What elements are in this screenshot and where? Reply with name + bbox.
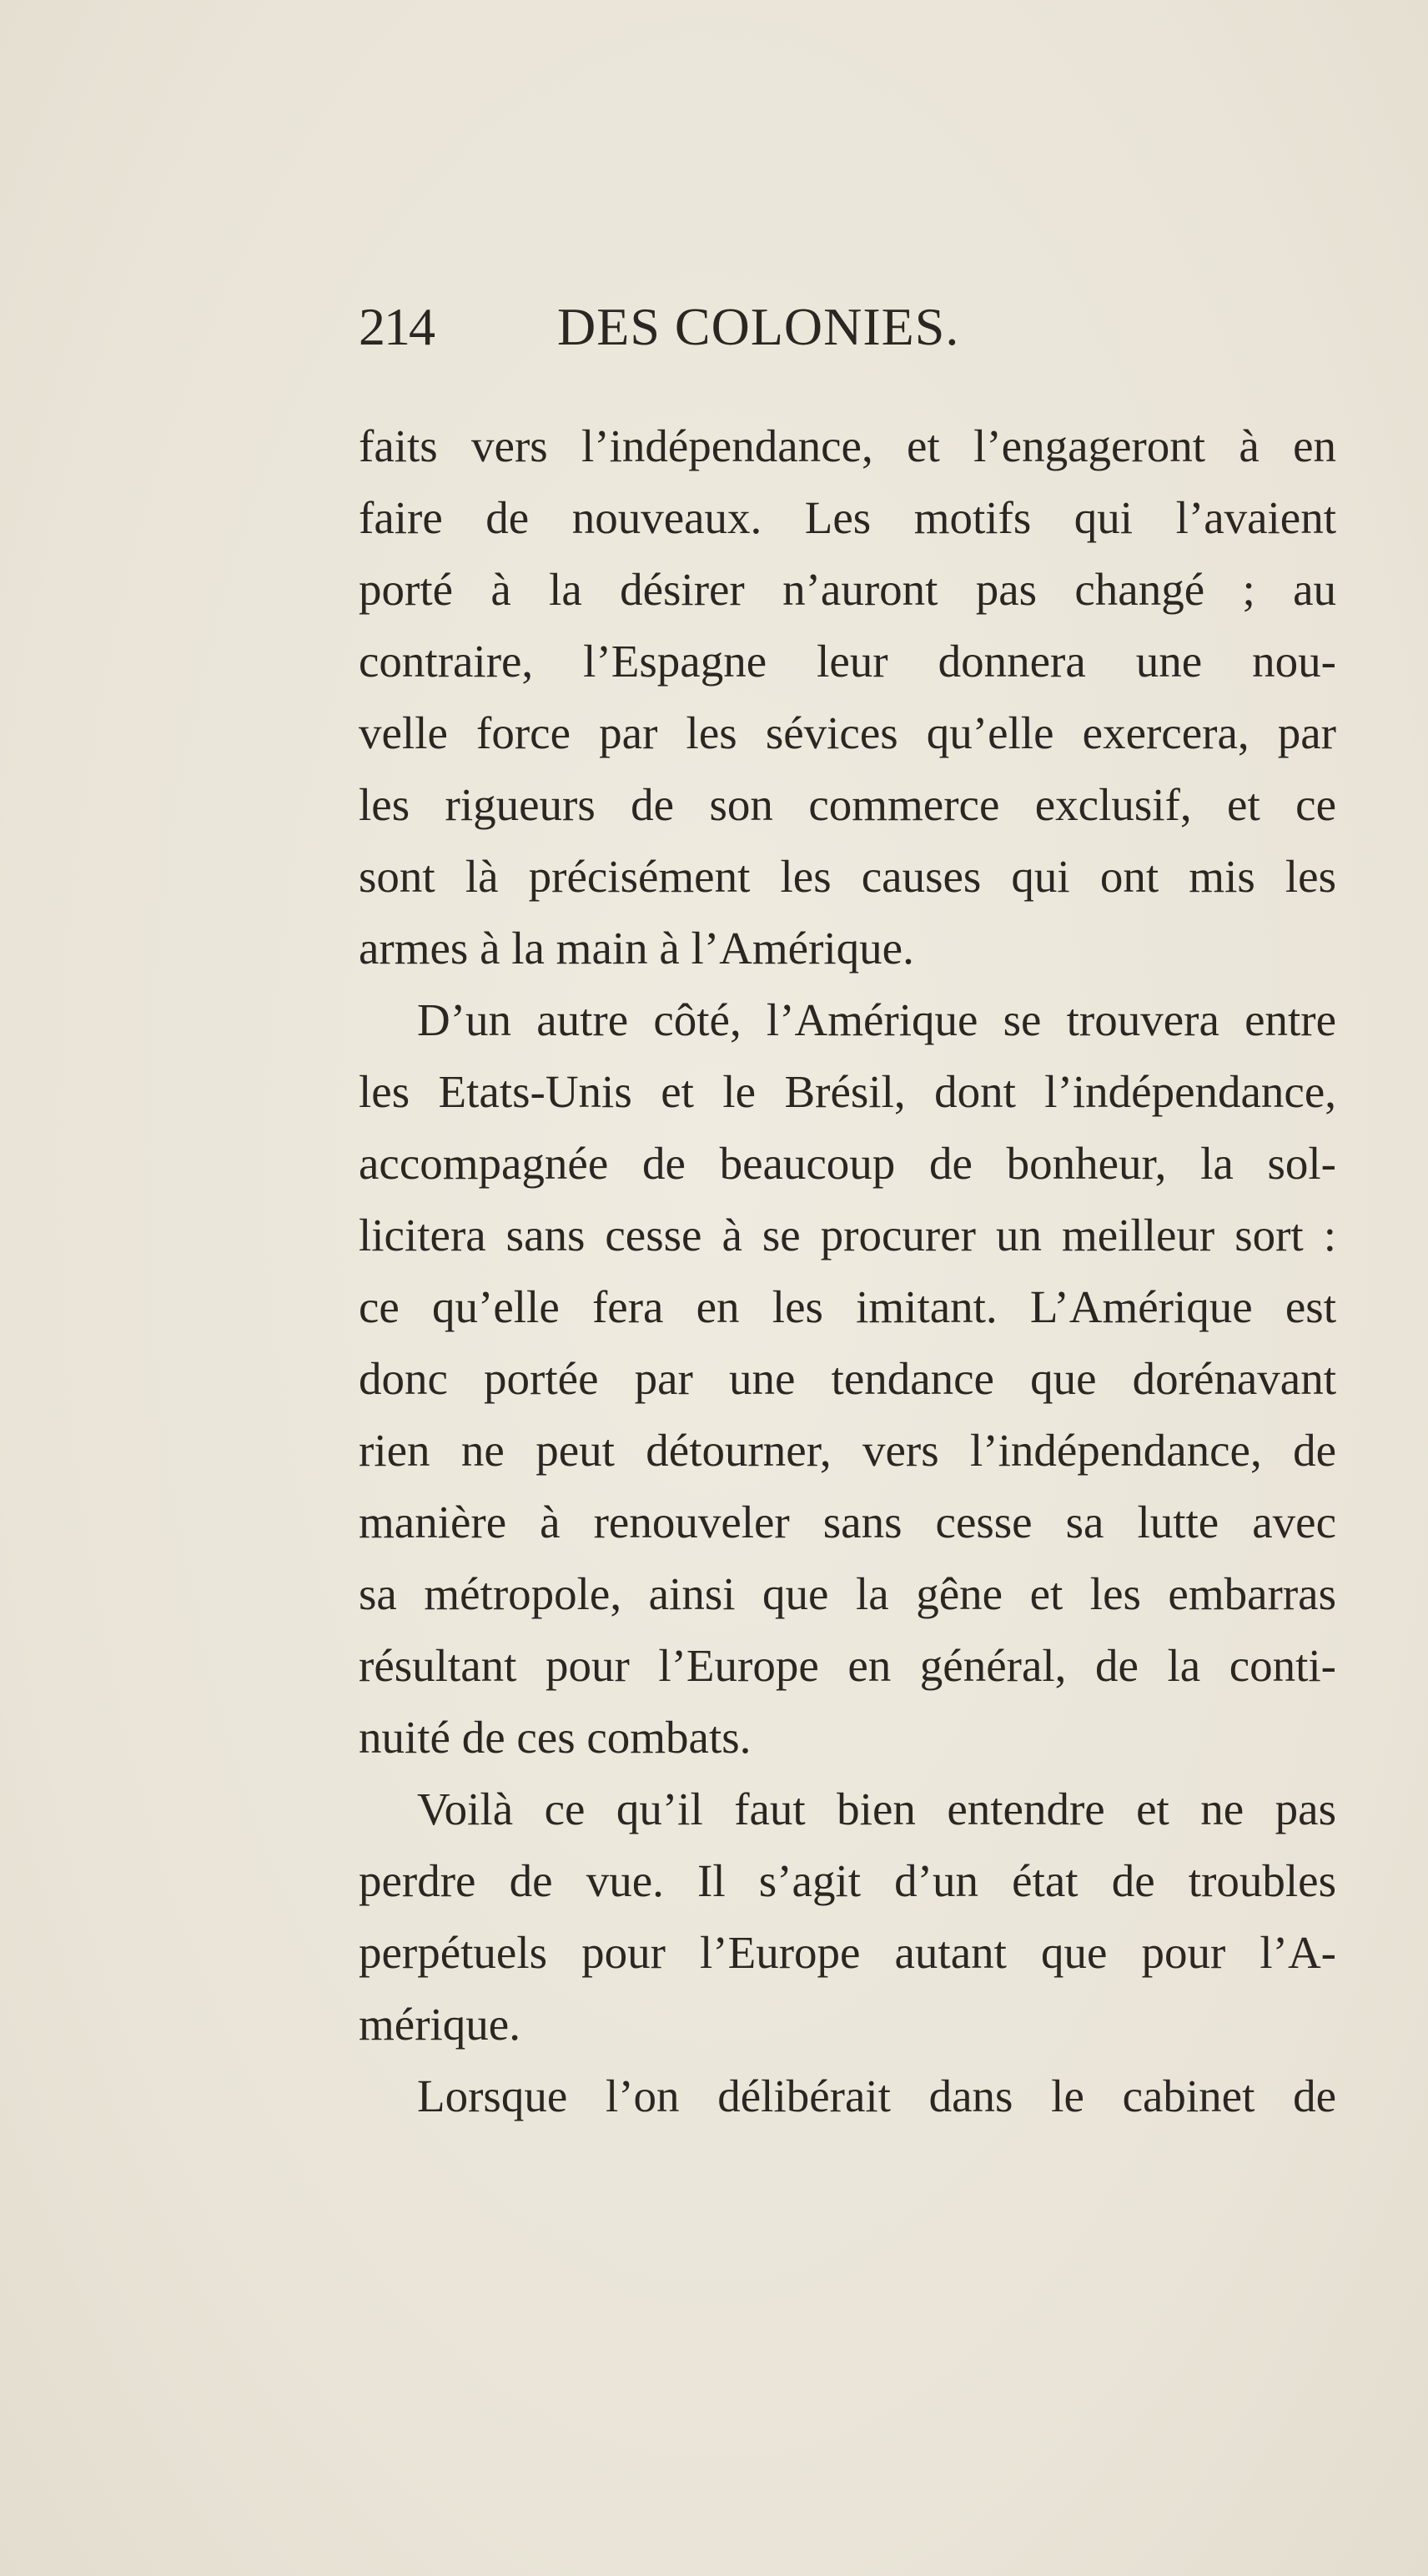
paragraph-start-line: Voilà ce qu’il faut bien entendre et ne pas — [417, 1784, 1336, 1834]
text-line: sa métropole, ainsi que la gêne et les embarras — [359, 1568, 1336, 1619]
text-line: porté à la désirer n’auront pas changé ; au — [359, 564, 1336, 615]
text-line: résultant pour l’Europe en général, de la conti- — [359, 1640, 1336, 1691]
text-line: armes à la main à l’Amérique. — [359, 923, 914, 974]
text-line: licitera sans cesse à se procurer un meilleur sort : — [359, 1210, 1336, 1260]
paragraph-start-line: D’un autre côté, l’Amérique se trouvera entre — [417, 994, 1336, 1045]
text-line: accompagnée de beaucoup de bonheur, la sol- — [359, 1138, 1336, 1189]
text-line: donc portée par une tendance que dorénavant — [359, 1353, 1336, 1404]
text-line: ce qu’elle fera en les imitant. L’Amérique est — [359, 1281, 1336, 1332]
text-line: mérique. — [359, 1999, 520, 2050]
text-line: faire de nouveaux. Les motifs qui l’avaient — [359, 492, 1336, 543]
text-line: velle force par les sévices qu’elle exercera, par — [359, 707, 1336, 758]
running-title: DES COLONIES. — [557, 297, 960, 356]
paragraph-start-line: Lorsque l’on délibérait dans le cabinet de — [417, 2070, 1336, 2121]
text-line: les Etats-Unis et le Brésil, dont l’indépendance, — [359, 1066, 1336, 1117]
text-line: perpétuels pour l’Europe autant que pour l’A- — [359, 1927, 1336, 1978]
text-line: manière à renouveler sans cesse sa lutte avec — [359, 1497, 1336, 1547]
text-line: faits vers l’indépendance, et l’engageront à en — [359, 420, 1336, 471]
text-line: nuité de ces combats. — [359, 1712, 752, 1763]
body-text — [359, 410, 1336, 2132]
text-line: les rigueurs de son commerce exclusif, et ce — [359, 779, 1336, 830]
page-header — [359, 296, 1335, 371]
text-line: perdre de vue. Il s’agit d’un état de troubles — [359, 1855, 1336, 1906]
text-line: sont là précisément les causes qui ont mis les — [359, 851, 1336, 902]
text-line: rien ne peut détourner, vers l’indépendance, de — [359, 1425, 1336, 1476]
page-number: 214 — [359, 297, 434, 356]
text-line: contraire, l’Espagne leur donnera une nou- — [359, 636, 1336, 687]
